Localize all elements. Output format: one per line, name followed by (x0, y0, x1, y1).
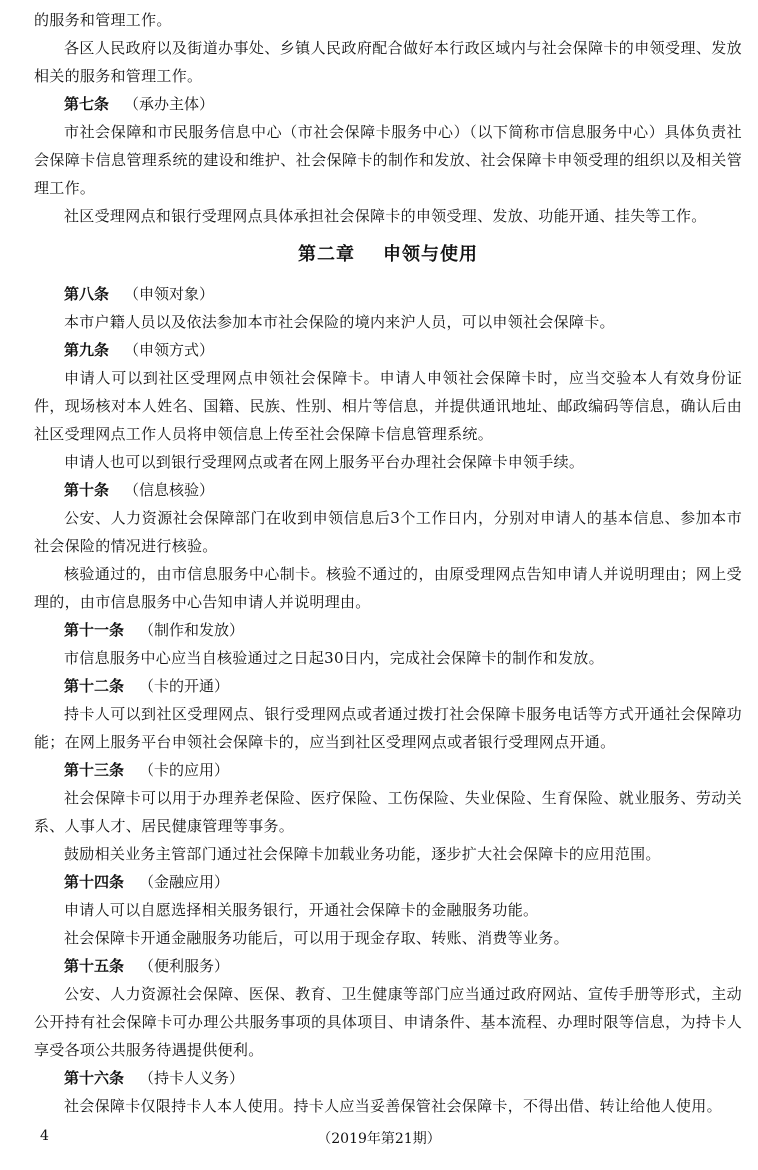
paragraph: 市信息服务中心应当自核验通过之日起30日内，完成社会保障卡的制作和发放。 (64, 649, 604, 667)
paragraph: 的服务和管理工作。 (34, 11, 172, 29)
article-title: （卡的开通） (139, 677, 230, 695)
article-heading (34, 1064, 742, 1092)
page-number: 4 (40, 1128, 49, 1144)
article-title: （信息核验） (124, 481, 215, 499)
article-heading (34, 756, 742, 784)
paragraph: 各区人民政府以及街道办事处、乡镇人民政府配合做好本行政区域内与社会保障卡的申领受理、发放相关的服务和管理工作。 (34, 39, 742, 85)
article-title: （申领对象） (124, 285, 215, 303)
article-title: （承办主体） (124, 95, 215, 113)
article-number: 第十三条 (64, 761, 125, 779)
article-number: 第十条 (64, 481, 110, 499)
article-number: 第九条 (64, 341, 110, 359)
article-number: 第七条 (64, 95, 110, 113)
paragraph: 核验通过的，由市信息服务中心制卡。核验不通过的，由原受理网点告知申请人并说明理由；网上受理的，由市信息服务中心告知申请人并说明理由。 (34, 565, 742, 611)
article-title: （卡的应用） (139, 761, 230, 779)
paragraph: 市社会保障和市民服务信息中心（市社会保障卡服务中心）（以下简称市信息服务中心）具体负责社会保障卡信息管理系统的建设和维护、社会保障卡的制作和发放、社会保障卡申领受理的组织以及相关管理工作。 (34, 123, 742, 197)
page-footer (0, 1128, 758, 1152)
paragraph: 申请人也可以到银行受理网点或者在网上服务平台办理社会保障卡申领手续。 (64, 453, 585, 471)
chapter-number: 第二章 (298, 244, 355, 265)
paragraph: 鼓励相关业务主管部门通过社会保障卡加载业务功能，逐步扩大社会保障卡的应用范围。 (64, 845, 661, 863)
article-heading (34, 336, 742, 364)
paragraph: 社区受理网点和银行受理网点具体承担社会保障卡的申领受理、发放、功能开通、挂失等工作。 (64, 207, 707, 225)
article-title: （便利服务） (139, 957, 230, 975)
paragraph: 本市户籍人员以及依法参加本市社会保险的境内来沪人员，可以申领社会保障卡。 (64, 313, 615, 331)
article-number: 第十六条 (64, 1069, 125, 1087)
article-heading (34, 672, 742, 700)
article-number: 第八条 (64, 285, 110, 303)
paragraph: 申请人可以到社区受理网点申领社会保障卡。申请人申领社会保障卡时，应当交验本人有效身份证件，现场核对本人姓名、国籍、民族、性别、相片等信息，并提供通讯地址、邮政编码等信息，确认后由社区受理网点工作人员将申领信息上传至社会保障卡信息管理系统。 (34, 369, 742, 443)
article-title: （制作和发放） (139, 621, 245, 639)
article-title: （金融应用） (139, 873, 230, 891)
article-number: 第十二条 (64, 677, 125, 695)
paragraph: 社会保障卡可以用于办理养老保险、医疗保险、工伤保险、失业保险、生育保险、就业服务、劳动关系、人事人才、居民健康管理等事务。 (34, 789, 742, 835)
article-heading (34, 476, 742, 504)
article-heading (34, 952, 742, 980)
chapter-title: 申领与使用 (383, 244, 478, 265)
paragraph: 申请人可以自愿选择相关服务银行，开通社会保障卡的金融服务功能。 (64, 901, 539, 919)
paragraph: 持卡人可以到社区受理网点、银行受理网点或者通过拨打社会保障卡服务电话等方式开通社会保障功能；在网上服务平台申领社会保障卡的，应当到社区受理网点或者银行受理网点开通。 (34, 705, 742, 751)
paragraph: 社会保障卡开通金融服务功能后，可以用于现金存取、转账、消费等业务。 (64, 929, 569, 947)
article-number: 第十五条 (64, 957, 125, 975)
issue-label: （2019年第21期） (317, 1131, 441, 1147)
article-heading (34, 868, 742, 896)
article-heading (34, 90, 742, 118)
article-number: 第十四条 (64, 873, 125, 891)
chapter-heading (34, 241, 742, 269)
paragraph: 公安、人力资源社会保障、医保、教育、卫生健康等部门应当通过政府网站、宣传手册等形式，主动公开持有社会保障卡可办理公共服务事项的具体项目、申请条件、基本流程、办理时限等信息，为持卡人享受各项公共服务待遇提供便利。 (34, 985, 742, 1059)
article-number: 第十一条 (64, 621, 125, 639)
article-heading (34, 280, 742, 308)
article-title: （持卡人义务） (139, 1069, 245, 1087)
article-title: （申领方式） (124, 341, 215, 359)
article-heading (34, 616, 742, 644)
paragraph: 社会保障卡仅限持卡人本人使用。持卡人应当妥善保管社会保障卡，不得出借、转让给他人使用。 (64, 1097, 722, 1115)
paragraph: 公安、人力资源社会保障部门在收到申领信息后3个工作日内，分别对申请人的基本信息、参加本市社会保险的情况进行核验。 (34, 509, 742, 555)
